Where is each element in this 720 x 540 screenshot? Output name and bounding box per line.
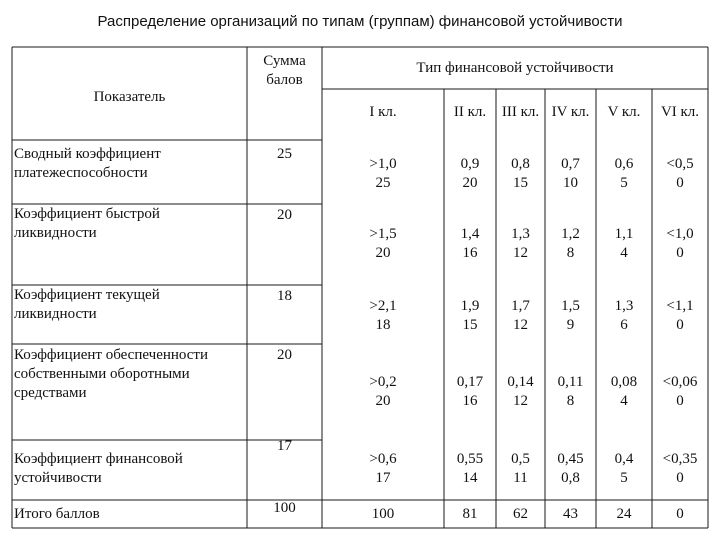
cell-1-1: >1,0 25 bbox=[369, 156, 397, 191]
cell-4-3: 0,14 12 bbox=[507, 374, 534, 409]
class-header-6: VI кл. bbox=[660, 104, 700, 120]
cell-2-1: >1,5 20 bbox=[369, 226, 397, 261]
row-label-2: Коэффициент быстрой ликвидности bbox=[14, 206, 160, 241]
cell-5-5: 0,4 5 bbox=[614, 451, 634, 486]
header-type: Тип финансовой устойчивости bbox=[416, 60, 614, 76]
cell-5-3: 0,5 11 bbox=[511, 451, 530, 486]
row-score-2: 20 bbox=[277, 207, 292, 223]
cell-3-3: 1,7 12 bbox=[511, 298, 530, 333]
row-score-3: 18 bbox=[277, 288, 292, 304]
cell-2-6: <1,0 0 bbox=[666, 226, 694, 261]
total-value-2: 81 bbox=[462, 506, 478, 522]
cell-5-2: 0,55 14 bbox=[456, 451, 484, 486]
header-sum-line2: балов bbox=[266, 72, 303, 88]
total-value-5: 24 bbox=[616, 506, 632, 522]
row-label-4: Коэффициент обеспеченности собственными оборотными средствами bbox=[14, 347, 209, 401]
cell-3-1: >2,1 18 bbox=[369, 298, 397, 333]
cell-4-4: 0,11 8 bbox=[557, 374, 584, 409]
cell-3-2: 1,9 15 bbox=[460, 298, 480, 333]
total-value-6: 0 bbox=[676, 506, 684, 522]
cell-4-6: <0,06 0 bbox=[662, 374, 698, 409]
total-score: 100 bbox=[273, 500, 296, 516]
row-label-3: Коэффициент текущей ликвидности bbox=[14, 287, 160, 322]
row-label-1: Сводный коэффициент платежеспособности bbox=[14, 146, 161, 181]
cell-3-5: 1,3 6 bbox=[614, 298, 634, 333]
cell-3-6: <1,1 0 bbox=[666, 298, 694, 333]
page-title: Распределение организаций по типам (группам) финансовой устойчивости bbox=[97, 13, 623, 30]
cell-2-3: 1,3 12 bbox=[511, 226, 530, 261]
class-header-3: III кл. bbox=[501, 104, 540, 120]
cell-5-6: <0,35 0 bbox=[662, 451, 698, 486]
header-indicator: Показатель bbox=[93, 89, 166, 105]
row-score-5: 17 bbox=[277, 438, 292, 454]
total-value-1: 100 bbox=[371, 506, 395, 522]
class-header-4: IV кл. bbox=[551, 104, 590, 120]
class-header-5: V кл. bbox=[607, 104, 641, 120]
total-value-3: 62 bbox=[513, 506, 528, 522]
cell-1-5: 0,6 5 bbox=[614, 156, 634, 191]
cell-4-2: 0,17 16 bbox=[456, 374, 484, 409]
cell-1-6: <0,5 0 bbox=[666, 156, 694, 191]
cell-1-2: 0,9 20 bbox=[460, 156, 480, 191]
header-sum-line1: Сумма bbox=[263, 53, 306, 69]
cell-2-4: 1,2 8 bbox=[561, 226, 580, 261]
cell-5-1: >0,6 17 bbox=[369, 451, 397, 486]
cell-1-4: 0,7 10 bbox=[561, 156, 580, 191]
row-label-5: Коэффициент финансовой устойчивости bbox=[14, 451, 183, 486]
cell-4-5: 0,08 4 bbox=[610, 374, 638, 409]
class-header-2: II кл. bbox=[453, 104, 487, 120]
cell-1-3: 0,8 15 bbox=[511, 156, 530, 191]
class-header-1: I кл. bbox=[369, 104, 397, 120]
cell-4-1: >0,2 20 bbox=[369, 374, 397, 409]
cell-5-4: 0,45 0,8 bbox=[557, 451, 584, 486]
row-score-1: 25 bbox=[277, 146, 292, 162]
cell-3-4: 1,5 9 bbox=[561, 298, 580, 333]
total-label: Итого баллов bbox=[14, 506, 100, 522]
cell-2-5: 1,1 4 bbox=[614, 226, 634, 261]
row-score-4: 20 bbox=[277, 347, 292, 363]
total-value-4: 43 bbox=[563, 506, 578, 522]
cell-2-2: 1,4 16 bbox=[460, 226, 480, 261]
